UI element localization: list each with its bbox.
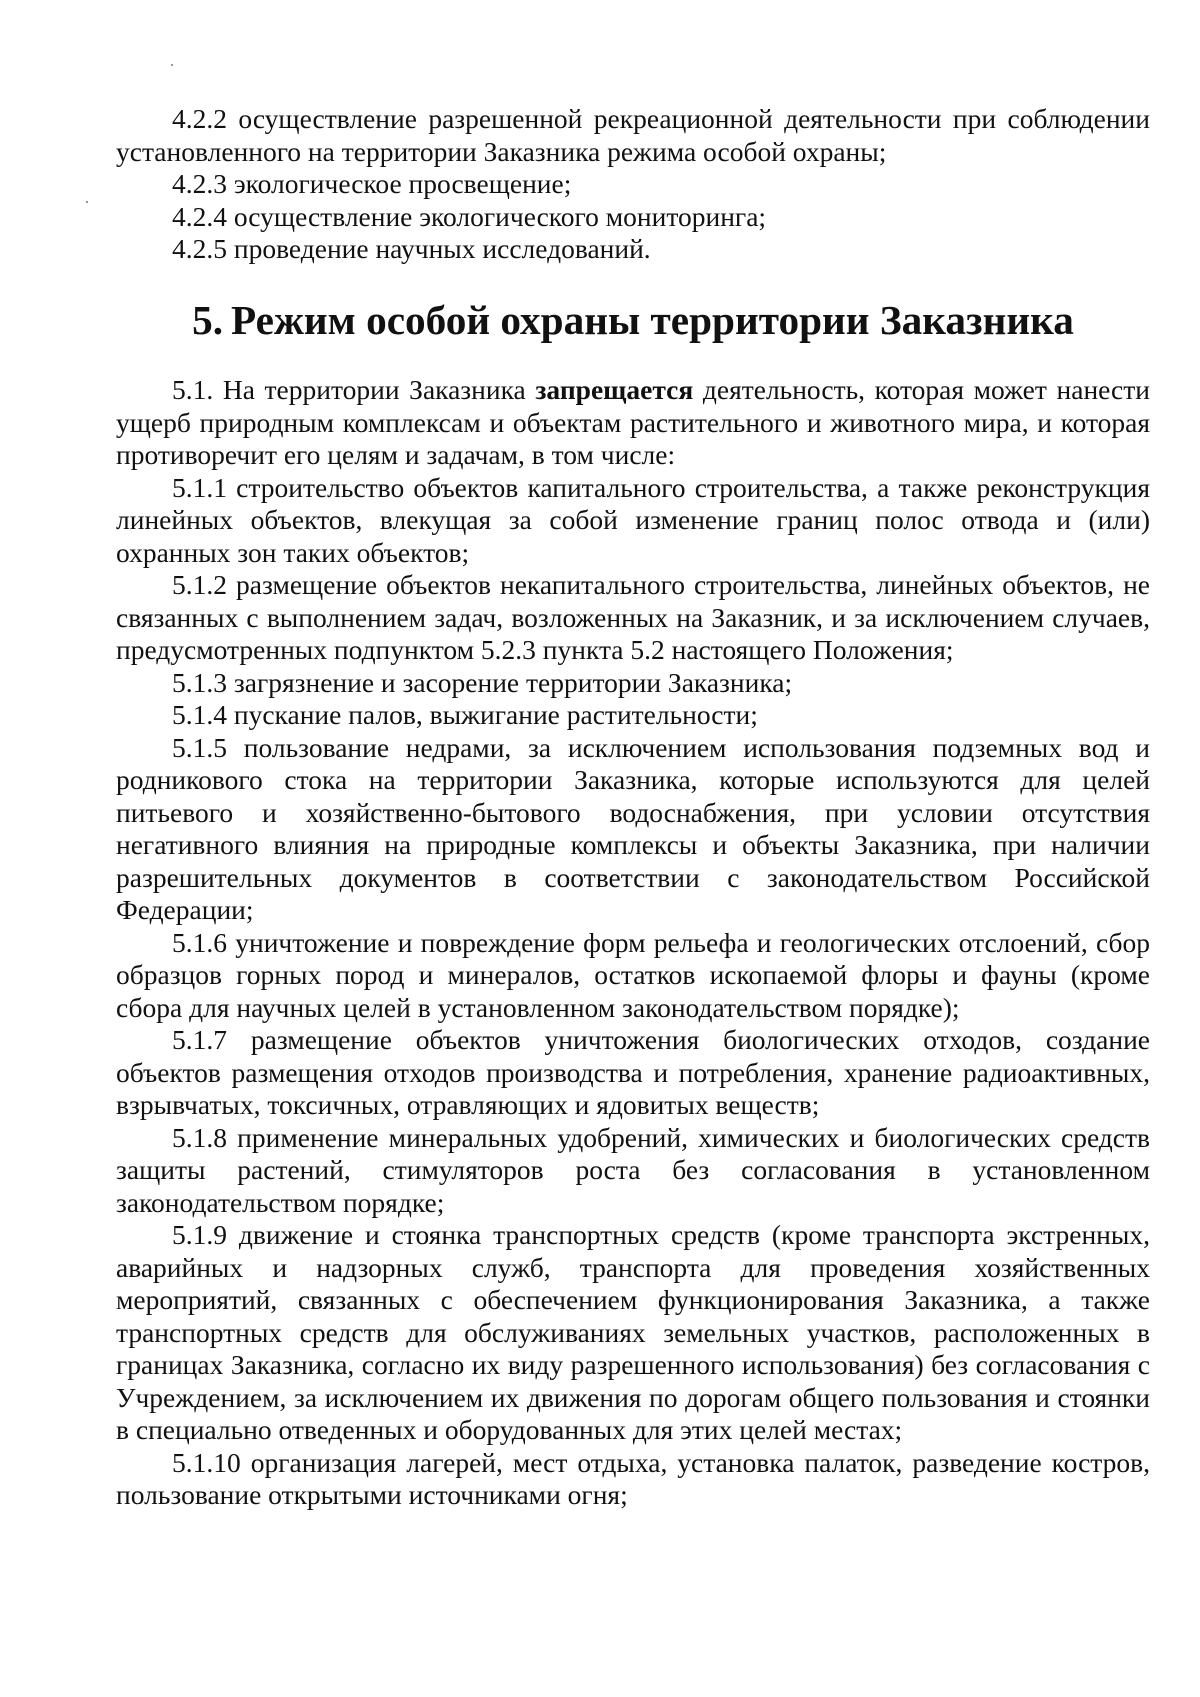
- list-item-4-2-2: 4.2.2 осуществление разрешенной рекреационной деятельности при соблюдении установленного на территории Заказника режима особой охраны;: [116, 103, 1150, 167]
- list-item-5-1-4: 5.1.4 пускание палов, выжигание растительности;: [172, 699, 758, 730]
- document-body: [116, 103, 1150, 1512]
- list-item-5-1-8: 5.1.8 применение минеральных удобрений, химических и биологических средств защиты растений, стимуляторов роста без согласования в установленном законодательством порядке;: [116, 1121, 1150, 1218]
- section-number: 5.: [192, 296, 224, 343]
- scan-speck: [86, 201, 88, 203]
- list-item-5-1-5: 5.1.5 пользование недрами, за исключением использования подземных вод и родникового стока на территории Заказника, которые используются для целей питьевого и хозяйственно-бытового водоснабжения, при условии отсутствия негативного влияния на природные комплексы и объекты Заказника, при наличии разрешительных документов в соответствии с законодательством Российской Федерации;: [116, 731, 1150, 925]
- prohibited-keyword: запрещается: [535, 374, 694, 405]
- section-title: Режим особой охраны территории Заказника: [231, 296, 1074, 343]
- list-item-5-1-10: 5.1.10 организация лагерей, мест отдыха, установка палаток, разведение костров, пользование открытыми источниками огня;: [116, 1446, 1150, 1510]
- list-item-5-1-1: 5.1.1 строительство объектов капитального строительства, а также реконструкция линейных объектов, влекущая за собой изменение границ полос отвода и (или) охранных зон таких объектов;: [116, 471, 1150, 568]
- scan-speck: [171, 64, 173, 66]
- list-item-4-2-4: 4.2.4 осуществление экологического мониторинга;: [172, 200, 767, 232]
- list-item-4-2-3: 4.2.3 экологическое просвещение;: [172, 168, 572, 199]
- list-item-4-2-5: 4.2.5 проведение научных исследований.: [172, 233, 651, 264]
- section-heading: [116, 296, 1150, 343]
- list-item-5-1-3: 5.1.3 загрязнение и засорение территории Заказника;: [172, 666, 793, 698]
- paragraph-5-1-lead: 5.1. На территории Заказника: [172, 374, 536, 405]
- list-item-5-1-2: 5.1.2 размещение объектов некапитального строительства, линейных объектов, не связанных с выполнением задач, возложенных на Заказник, и за исключением случаев, предусмотренных подпунктом 5.2.3 пункта 5.2 настоящего Положения;: [116, 569, 1150, 665]
- list-item-5-1-7: 5.1.7 размещение объектов уничтожения биологических отходов, создание объектов размещения отходов производства и потребления, хранение радиоактивных, взрывчатых, токсичных, отравляющих и ядовитых веществ;: [116, 1024, 1150, 1120]
- paragraph-5-1: [116, 374, 1150, 472]
- list-item-5-1-9: 5.1.9 движение и стоянка транспортных средств (кроме транспорта экстренных, аварийных и надзорных служб, транспорта для проведения хозяйственных мероприятий, связанных с обеспечением функционирования Заказника, а также транспортных средств для обслуживаниях земельных участков, расположенных в границах Заказника, согласно их виду разрешенного использования) без согласования с Учреждением, за исключением их движения по дорогам общего пользования и стоянки в специально отведенных и оборудованных для этих целей местах;: [116, 1219, 1150, 1445]
- list-item-5-1-6: 5.1.6 уничтожение и повреждение форм рельефа и геологических отслоений, сбор образцов горных пород и минералов, остатков ископаемой флоры и фауны (кроме сбора для научных целей в установленном законодательством порядке);: [116, 926, 1150, 1023]
- paragraph-5-1-rest: деятельность, которая может нанести ущерб природным комплексам и объектам растительного и животного мира, и которая противоречит его целям и задачам, в том числе:: [116, 374, 1150, 470]
